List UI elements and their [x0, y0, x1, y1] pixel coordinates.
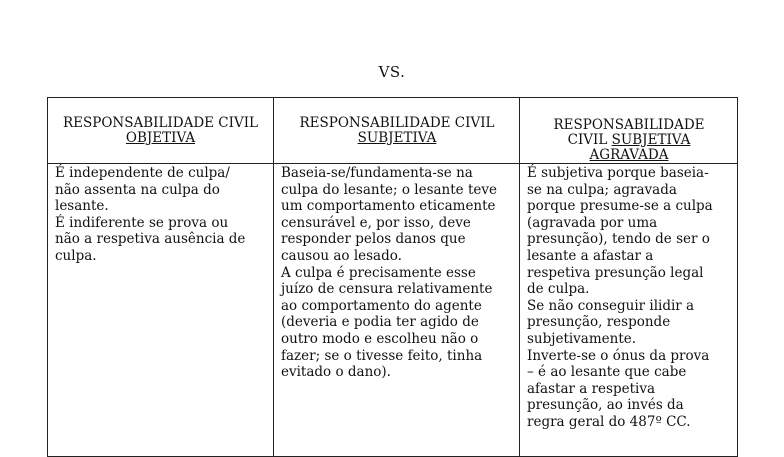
header-subjetiva-agravada-emph-1: SUBJETIVA	[611, 132, 691, 148]
comparison-table	[47, 97, 738, 457]
body-subjetiva-agravada: É subjetiva porque baseia- se na culpa; agravada porque presume-se a culpa (agravada por uma presunção), tendo de ser o lesante a afastar a respetiva presunção legal de culpa. Se não conseguir ilidir a presunção, responde subjetivamente. Inverte-se o ónus da prova – é ao lesante que cabe afastar a respetiva presunção, ao invés da regra geral do 487º CC.	[527, 165, 713, 430]
body-objetiva: É independente de culpa/ não assenta na culpa do lesante. É indiferente se prova ou não a respetiva ausência de culpa.	[55, 165, 246, 264]
header-subjetiva-agravada-prefix-1: RESPONSABILIDADE	[553, 117, 705, 133]
column-objetiva	[48, 98, 273, 456]
column-subjetiva	[273, 98, 520, 456]
header-subjetiva-agravada-text	[553, 118, 704, 163]
header-subjetiva-agravada-emph-2: AGRAVADA	[589, 147, 669, 163]
page-title: VS.	[378, 63, 406, 81]
header-objetiva-prefix: RESPONSABILIDADE CIVIL	[62, 114, 259, 131]
header-subjetiva-agravada	[520, 98, 738, 164]
header-objetiva-emph: OBJETIVA	[125, 129, 196, 146]
header-subjetiva-agravada-prefix-2: CIVIL	[567, 132, 612, 148]
header-subjetiva	[274, 98, 520, 164]
header-subjetiva-emph: SUBJETIVA	[357, 129, 437, 146]
column-subjetiva-agravada	[519, 98, 738, 456]
header-subjetiva-prefix: RESPONSABILIDADE CIVIL	[299, 114, 495, 131]
header-objetiva	[48, 98, 273, 164]
body-subjetiva: Baseia-se/fundamenta-se na culpa do lesante; o lesante teve um comportamento eticamente censurável e, por isso, deve responder pelos danos que causou ao lesado. A culpa é precisamente esse juízo de censura relativamente ao comportamento do agente (deveria e podia ter agido de outro modo e escolheu não o fazer; se o tivesse feito, tinha evitado o dano).	[281, 165, 497, 381]
